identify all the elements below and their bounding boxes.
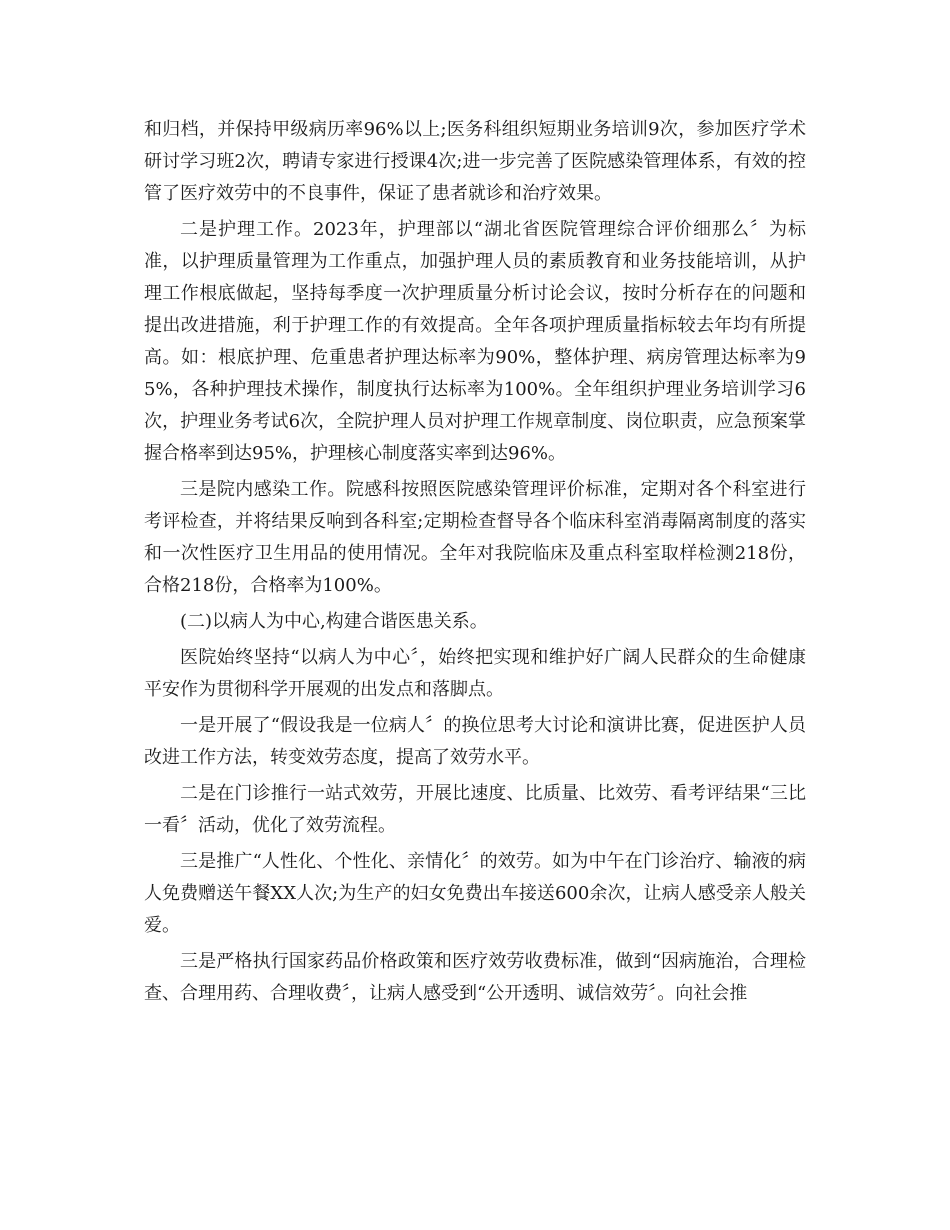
paragraph-humanized-service: 三是推广“人性化、个性化、亲情化〞的效劳。如为中午在门诊治疗、输液的病人免费赠送午餐XX人次;为生产的妇女免费出车接送600余次，让病人感受亲人般关爱。 [144, 851, 806, 936]
paragraph-patient-centered-intro: 医院始终坚持“以病人为中心〞，始终把实现和维护好广阔人民群众的生命健康平安作为贯彻科学开展观的出发点和落脚点。 [144, 647, 806, 700]
paragraph-pricing-policy: 三是严格执行国家药品价格政策和医疗效劳收费标准，做到“因病施治，合理检查、合理用药、合理收费〞，让病人感受到“公开透明、诚信效劳〞。向社会推 [144, 951, 806, 1004]
document-page [144, 114, 806, 1010]
paragraph-nursing-work: 二是护理工作。2023年，护理部以“湖北省医院管理综合评价细那么〞为标准，以护理质量管理为工作重点，加强护理人员的素质教育和业务技能培训，从护理工作根底做起，坚持每季度一次护理质量分析讨论会议，按时分析存在的问题和提出改进措施，利于护理工作的有效提高。全年各项护理质量指标较去年均有所提高。如：根底护理、危重患者护理达标率为90%，整体护理、病房管理达标率为95%，各种护理技术操作，制度执行达标率为100%。全年组织护理业务培训学习6次，护理业务考试6次，全院护理人员对护理工作规章制度、岗位职责，应急预案掌握合格率到达95%，护理核心制度落实率到达96%。 [144, 219, 806, 464]
paragraph-records-and-training: 和归档，并保持甲级病历率96%以上;医务科组织短期业务培训9次，参加医疗学术研讨学习班2次，聘请专家进行授课4次;进一步完善了医院感染管理体系，有效的控管了医疗效劳中的不良事件，保证了患者就诊和治疗效果。 [144, 119, 806, 204]
paragraph-one-stop-service: 二是在门诊推行一站式效劳，开展比速度、比质量、比效劳、看考评结果“三比一看〞活动，优化了效劳流程。 [144, 783, 806, 836]
paragraph-role-play-activity: 一是开展了“假设我是一位病人〞的换位思考大讨论和演讲比赛，促进医护人员改进工作方法，转变效劳态度，提高了效劳水平。 [144, 715, 806, 768]
paragraph-infection-control: 三是院内感染工作。院感科按照医院感染管理评价标准，定期对各个科室进行考评检查，并将结果反响到各科室;定期检查督导各个临床科室消毒隔离制度的落实和一次性医疗卫生用品的使用情况。全年对我院临床及重点科室取样检测218份，合格218份，合格率为100%。 [144, 479, 806, 596]
section-heading-patient-centered: (二)以病人为中心,构建合谐医患关系。 [180, 611, 488, 632]
